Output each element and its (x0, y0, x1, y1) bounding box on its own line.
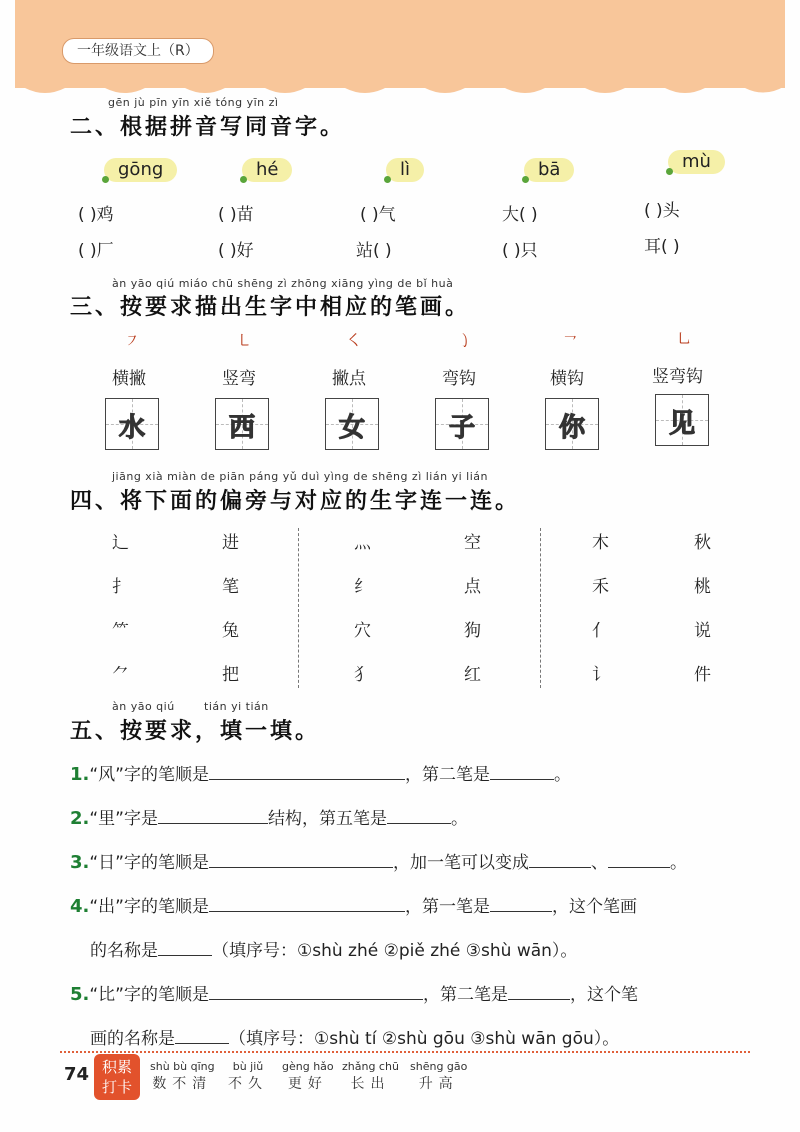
section2-title: 二、根据拼音写同音字。 (70, 115, 346, 140)
fill-cell[interactable]: ( )好 (218, 241, 254, 261)
fill-cell[interactable]: ( )只 (502, 241, 538, 261)
footer-word: bù jiǔ 不久 (228, 1060, 268, 1092)
section5-pinyin: tián yi tián (204, 700, 269, 713)
section5-title: 五、按要求，填一填。 (70, 719, 321, 744)
section4-pinyin: jiāng xià miàn de piān páng yǔ duì yìng de shēng zì lián yi lián (112, 470, 488, 483)
stroke-name: 横钩 (550, 369, 584, 389)
question-2: 2.“里”字是 结构，第五笔是 。 (70, 804, 468, 829)
stroke-mark: ㇇ (124, 331, 141, 350)
wave-edge (15, 76, 785, 98)
trace-box[interactable]: 子 (435, 398, 489, 450)
divider (540, 528, 541, 688)
stroke-name: 撇点 (332, 369, 366, 389)
syllable-highlight: lì (386, 158, 424, 182)
book-tag: 一年级语文上（R） (62, 38, 214, 64)
fill-cell[interactable]: ( )头 (644, 201, 680, 221)
radical[interactable]: 穴 (354, 621, 371, 641)
footer-word: gèng hǎo 更好 (282, 1060, 334, 1092)
section5-pinyin: àn yāo qiú (112, 700, 175, 713)
fill-cell[interactable]: ( )鸡 (78, 205, 114, 225)
footer-word: shēng gāo 升高 (410, 1060, 468, 1092)
syllable-highlight: bā (524, 158, 574, 182)
dot-icon (666, 168, 673, 175)
match-char[interactable]: 点 (464, 577, 481, 597)
section3-title: 三、按要求描出生字中相应的笔画。 (70, 295, 471, 320)
trace-box[interactable]: 西 (215, 398, 269, 450)
question-4-cont: 的名称是 （填序号：①shù zhé ②piě zhé ③shù wān）。 (90, 936, 577, 961)
radical[interactable]: 纟 (354, 577, 371, 597)
page-number: 74 (64, 1064, 90, 1085)
fill-cell[interactable]: 站( ) (356, 241, 392, 261)
match-char[interactable]: 笔 (222, 577, 239, 597)
dot-icon (522, 176, 529, 183)
answer-blank[interactable] (508, 981, 570, 1000)
syllable-highlight: mù (668, 150, 725, 174)
fill-cell[interactable]: ( )厂 (78, 241, 114, 261)
question-5: 5.“比”字的笔顺是 ，第二笔是 ，这个笔 (70, 980, 638, 1005)
radical[interactable]: 扌 (112, 577, 129, 597)
dot-icon (384, 176, 391, 183)
trace-box[interactable]: 水 (105, 398, 159, 450)
answer-blank[interactable] (209, 761, 405, 780)
question-3: 3.“日”字的笔顺是 ，加一笔可以变成 、 。 (70, 848, 687, 873)
section4-title: 四、将下面的偏旁与对应的生字连一连。 (70, 489, 521, 514)
footer-word: shù bù qīng 数不清 (150, 1060, 215, 1092)
radical[interactable]: 木 (592, 533, 609, 553)
radical[interactable]: ⺈ (112, 665, 129, 685)
fill-cell[interactable]: 大( ) (502, 205, 538, 225)
match-char[interactable]: 红 (464, 665, 481, 685)
match-char[interactable]: 件 (694, 665, 711, 685)
match-char[interactable]: 空 (464, 533, 481, 553)
radical[interactable]: 禾 (592, 577, 609, 597)
match-char[interactable]: 说 (694, 621, 711, 641)
radical[interactable]: 亻 (592, 621, 609, 641)
answer-blank[interactable] (608, 849, 670, 868)
answer-blank[interactable] (529, 849, 591, 868)
match-char[interactable]: 秋 (694, 533, 711, 553)
radical[interactable]: 灬 (354, 533, 371, 553)
answer-blank[interactable] (209, 893, 405, 912)
answer-blank[interactable] (209, 981, 423, 1000)
stroke-mark: ㇁ (456, 331, 473, 350)
match-char[interactable]: 进 (222, 533, 239, 553)
question-4: 4.“出”字的笔顺是 ，第一笔是 ，这个笔画 (70, 892, 637, 917)
section2-pinyin: gēn jù pīn yīn xiě tóng yīn zì (108, 96, 279, 109)
fill-cell[interactable]: 耳( ) (644, 237, 680, 257)
answer-blank[interactable] (387, 805, 451, 824)
radical[interactable]: ⺮ (112, 621, 129, 641)
trace-box[interactable]: 女 (325, 398, 379, 450)
trace-box[interactable]: 你 (545, 398, 599, 450)
stroke-name: 横撇 (112, 369, 146, 389)
match-char[interactable]: 把 (222, 665, 239, 685)
radical[interactable]: 辶 (112, 533, 129, 553)
stroke-name: 弯钩 (442, 369, 476, 389)
divider (298, 528, 299, 688)
stroke-name: 竖弯钩 (652, 367, 703, 387)
stroke-name: 竖弯 (222, 369, 256, 389)
trace-box[interactable]: 见 (655, 394, 709, 446)
section3-pinyin: àn yāo qiú miáo chū shēng zì zhōng xiāng yìng de bǐ huà (112, 277, 454, 290)
syllable-highlight: hé (242, 158, 292, 182)
dot-icon (102, 176, 109, 183)
radical[interactable]: 讠 (592, 665, 609, 685)
answer-blank[interactable] (490, 893, 552, 912)
radical[interactable]: 犭 (354, 665, 371, 685)
fill-cell[interactable]: ( )气 (360, 205, 396, 225)
question-1: 1.“风”字的笔顺是 ，第二笔是 。 (70, 760, 571, 785)
syllable-highlight: gōng (104, 158, 177, 182)
footer-divider (60, 1051, 750, 1053)
stroke-mark: ㇖ (562, 331, 579, 350)
accumulate-badge: 积累 打卡 (94, 1054, 140, 1100)
match-char[interactable]: 兔 (222, 621, 239, 641)
answer-blank[interactable] (158, 937, 212, 956)
answer-blank[interactable] (175, 1025, 229, 1044)
stroke-mark: ㇟ (676, 329, 693, 348)
match-char[interactable]: 桃 (694, 577, 711, 597)
footer-word: zhǎng chū 长出 (342, 1060, 399, 1092)
match-char[interactable]: 狗 (464, 621, 481, 641)
answer-blank[interactable] (490, 761, 554, 780)
dot-icon (240, 176, 247, 183)
answer-blank[interactable] (158, 805, 268, 824)
stroke-mark: ㇄ (236, 331, 253, 350)
answer-blank[interactable] (209, 849, 393, 868)
fill-cell[interactable]: ( )苗 (218, 205, 254, 225)
question-5-cont: 画的名称是 （填序号：①shù tí ②shù gōu ③shù wān gōu）。 (90, 1024, 619, 1049)
stroke-mark: ㇛ (346, 331, 363, 350)
